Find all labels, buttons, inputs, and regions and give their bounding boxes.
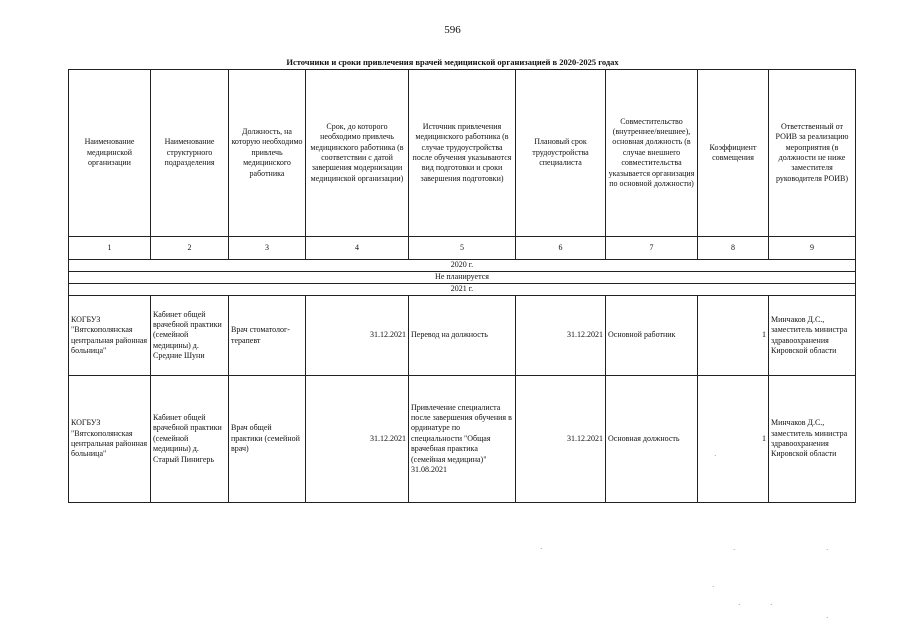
cell-unit: Кабинет общей врачебной практики (семейной медицины) д. Средние Шуни xyxy=(151,296,229,376)
not-planned-label: Не планируется xyxy=(69,272,856,284)
header-position: Должность, на которую необходимо привлечь медицинского работника xyxy=(229,70,306,237)
document-title: Источники и сроки привлечения врачей медицинской организацией в 2020-2025 годах xyxy=(286,57,619,67)
cell-planned: 31.12.2021 xyxy=(516,376,606,503)
column-number: 5 xyxy=(409,237,516,260)
header-deadline: Срок, до которого необходимо привлечь медицинского работника (в соответствии с датой завершения модернизации медицинской организации) xyxy=(306,70,409,237)
cell-coef: 1 xyxy=(698,376,769,503)
recruitment-table xyxy=(68,69,856,503)
cell-deadline: 31.12.2021 xyxy=(306,376,409,503)
not-planned-row xyxy=(69,272,856,284)
page-number: 596 xyxy=(444,24,461,36)
header-source: Источник привлечения медицинского работника (в случае трудоустройства после обучения указываются вид подготовки и сроки завершения подготовки) xyxy=(409,70,516,237)
cell-unit: Кабинет общей врачебной практики (семейной медицины) д. Старый Пинигерь xyxy=(151,376,229,503)
column-number: 8 xyxy=(698,237,769,260)
cell-responsible: Минчаков Д.С., заместитель министра здравоохранения Кировской области xyxy=(769,376,856,503)
cell-responsible: Минчаков Д.С., заместитель министра здравоохранения Кировской области xyxy=(769,296,856,376)
cell-combination: Основной работник xyxy=(606,296,698,376)
year-2021-label: 2021 г. xyxy=(69,284,856,296)
cell-coef: 1 xyxy=(698,296,769,376)
column-number: 6 xyxy=(516,237,606,260)
header-row xyxy=(69,70,856,237)
year-row xyxy=(69,260,856,272)
cell-source: Перевод на должность xyxy=(409,296,516,376)
column-number: 7 xyxy=(606,237,698,260)
header-responsible: Ответственный от РОИВ за реализацию мероприятия (в должности не ниже заместителя руководителя РОИВ) xyxy=(769,70,856,237)
column-number-row xyxy=(69,237,856,260)
header-combination: Совместительство (внутреннее/внешнее), основная должность (в случае внешнего совместительства указывается организация по основной должности) xyxy=(606,70,698,237)
header-unit: Наименование структурного подразделения xyxy=(151,70,229,237)
cell-deadline: 31.12.2021 xyxy=(306,296,409,376)
table-row xyxy=(69,296,856,376)
cell-position: Врач стоматолог-терапевт xyxy=(229,296,306,376)
year-2020-label: 2020 г. xyxy=(69,260,856,272)
column-number: 1 xyxy=(69,237,151,260)
column-number: 9 xyxy=(769,237,856,260)
cell-source: Привлечение специалиста после завершения обучения в ординатуре по специальности "Общая врачебная практика (семейная медицина)" 31.08.2021 xyxy=(409,376,516,503)
cell-org: КОГБУЗ "Вятскополянская центральная районная больница" xyxy=(69,296,151,376)
cell-position: Врач общей практики (семейной врач) xyxy=(229,376,306,503)
year-row xyxy=(69,284,856,296)
table-row xyxy=(69,376,856,503)
header-coef: Коэффициент совмещения xyxy=(698,70,769,237)
column-number: 2 xyxy=(151,237,229,260)
header-planned: Плановый срок трудоустройства специалиста xyxy=(516,70,606,237)
cell-planned: 31.12.2021 xyxy=(516,296,606,376)
header-org: Наименование медицинской организации xyxy=(69,70,151,237)
cell-combination: Основная должность xyxy=(606,376,698,503)
column-number: 3 xyxy=(229,237,306,260)
cell-org: КОГБУЗ "Вятскополянская центральная районная больница" xyxy=(69,376,151,503)
column-number: 4 xyxy=(306,237,409,260)
